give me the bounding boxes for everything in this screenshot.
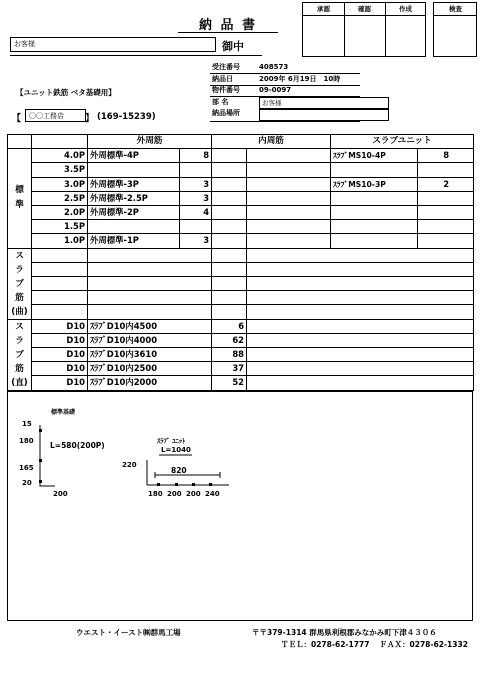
info-underline-1: [210, 73, 360, 74]
size-cell: 2.5P: [32, 191, 88, 205]
inspection-stamp: [433, 2, 477, 57]
dia-cell: D10: [32, 376, 88, 390]
customer-underline: [10, 55, 262, 56]
size-cell: 4.0P: [32, 149, 88, 163]
unit-qty-cell: [418, 220, 474, 234]
table-row: [8, 305, 474, 319]
diagram2-spacing-1: 180: [148, 490, 163, 498]
diagram1-dim-mid: 180: [19, 437, 34, 445]
order-no-label: 受注番号: [212, 63, 240, 71]
document-title: 納 品 書: [198, 18, 258, 33]
size-cell: 1.0P: [32, 234, 88, 248]
stamp-create-label: 作成: [399, 5, 412, 13]
unit-qty-cell: 8: [418, 149, 474, 163]
diagram2-spacing-3: 200: [186, 490, 201, 498]
slab-qty-cell: 52: [212, 376, 247, 390]
slab-qty-cell: 88: [212, 347, 247, 361]
footer-address: 〒〒379-1314 群馬県利根郡みなかみ町下津４３０６: [252, 628, 437, 637]
footer-phone: ＴＥＬ：0278-62-1777 ＦＡＸ：0278-62-1332: [281, 640, 468, 649]
table-header-row: [8, 135, 474, 149]
size-cell: 3.5P: [32, 163, 88, 177]
slab-name-cell: ｽﾗﾌﾞD10内3610: [88, 347, 212, 361]
site-code: (169-15239): [97, 112, 156, 122]
dept-value-box: [259, 97, 389, 109]
table-row: [8, 177, 474, 191]
size-cell: 2.0P: [32, 205, 88, 219]
slab-name-cell: ｽﾗﾌﾞD10内2500: [88, 362, 212, 376]
unit-name-cell: [331, 163, 418, 177]
table-row: [8, 276, 474, 290]
table-row: [8, 333, 474, 347]
group-label-slab-straight: ス ラ ブ 筋 (直): [8, 319, 32, 390]
info-underline-4: [210, 121, 360, 122]
outer-name-cell: 外周標準-2P: [88, 205, 180, 219]
table-row: [8, 347, 474, 361]
delivery-date-value: 2009年 6月19日 10時: [259, 74, 341, 83]
outer-qty-cell: [180, 163, 212, 177]
outer-qty-cell: 3: [180, 234, 212, 248]
outer-qty-cell: 4: [180, 205, 212, 219]
table-row: [8, 205, 474, 219]
header-inner: 内周筋: [212, 135, 331, 149]
unit-qty-cell: [418, 234, 474, 248]
outer-name-cell: 外周標準-3P: [88, 177, 180, 191]
dia-cell: D10: [32, 347, 88, 361]
outer-name-cell: [88, 163, 180, 177]
site-name-box: [25, 109, 86, 122]
slab-qty-cell: 37: [212, 362, 247, 376]
outer-qty-cell: [180, 220, 212, 234]
table-row: [8, 362, 474, 376]
group-label-slab-curve: ス ラ ブ 筋 (曲): [8, 248, 32, 319]
table-row: [8, 262, 474, 276]
diagram1-rebar-shape: [40, 425, 55, 486]
rebar-diagrams: [7, 391, 473, 621]
diagram2-spacing-2: 200: [167, 490, 182, 498]
table-row: [8, 234, 474, 248]
unit-name-cell: [331, 220, 418, 234]
site-open-bracket: 【: [12, 114, 22, 124]
unit-name-cell: ｽﾗﾌﾞMS10-4P: [331, 149, 418, 163]
header-outer: 外周筋: [88, 135, 212, 149]
header-slab-unit: スラブユニット: [331, 135, 474, 149]
table-row: [8, 248, 474, 262]
diagram2-rebar-shape: [147, 455, 229, 485]
table-row: [8, 319, 474, 333]
outer-qty-cell: 3: [180, 191, 212, 205]
info-values: [259, 62, 340, 97]
customer-name: お客様: [14, 40, 35, 48]
dept-label: 部 名: [212, 97, 229, 106]
unit-qty-cell: [418, 163, 474, 177]
outer-qty-cell: 3: [180, 177, 212, 191]
diagram1-dim-low: 165: [19, 464, 34, 472]
table-row: [8, 220, 474, 234]
outer-name-cell: 外周標準-4P: [88, 149, 180, 163]
order-no-value: 408573: [259, 63, 289, 71]
diagram2-width: 820: [171, 466, 187, 475]
dept-value: お客様: [262, 99, 282, 107]
delivery-table: [7, 134, 474, 391]
delivery-place-box: [259, 109, 389, 121]
customer-honorific: 御中: [222, 40, 244, 53]
project-no-value: 09-0097: [259, 86, 292, 94]
stamp-inspection-label: 検査: [449, 5, 462, 13]
diagram1-title: 標準基礎: [51, 409, 76, 416]
outer-name-cell: [88, 220, 180, 234]
approval-stamps: [302, 2, 426, 57]
product-label: 【ユニット鉄筋 ベタ基礎用】: [16, 88, 116, 97]
slab-name-cell: ｽﾗﾌﾞD10内2000: [88, 376, 212, 390]
size-cell: 1.5P: [32, 220, 88, 234]
table-row: [8, 376, 474, 390]
diagram1-length: L=580(200P): [50, 441, 105, 450]
diagram2-height: 220: [122, 461, 137, 469]
slab-name-cell: ｽﾗﾌﾞD10内4000: [88, 333, 212, 347]
group-label-standard: 標 準: [8, 149, 32, 248]
unit-name-cell: [331, 234, 418, 248]
slab-qty-cell: 6: [212, 319, 247, 333]
dia-cell: D10: [32, 333, 88, 347]
site-close-bracket: 】: [85, 114, 95, 124]
diagram1-base: 200: [53, 490, 68, 498]
outer-name-cell: 外周標準-1P: [88, 234, 180, 248]
unit-name-cell: [331, 191, 418, 205]
table-row: [8, 291, 474, 305]
delivery-date-label: 納品日: [212, 74, 233, 83]
diagram2-spacing-4: 240: [205, 490, 220, 498]
title-underline: [178, 32, 278, 33]
diagram2-title: ｽﾗﾌﾞ ﾕﾆｯﾄ: [157, 437, 186, 445]
site-name: 〇〇工務店: [29, 112, 64, 120]
diagram1-dim-top: 15: [22, 420, 32, 428]
unit-qty-cell: [418, 205, 474, 219]
unit-name-cell: [331, 205, 418, 219]
unit-qty-cell: 2: [418, 177, 474, 191]
info-block: [212, 62, 240, 120]
slab-qty-cell: 62: [212, 333, 247, 347]
unit-qty-cell: [418, 191, 474, 205]
slab-name-cell: ｽﾗﾌﾞD10内4500: [88, 319, 212, 333]
delivery-place-label: 納品場所: [212, 109, 240, 117]
outer-name-cell: 外周標準-2.5P: [88, 191, 180, 205]
project-no-label: 物件番号: [212, 86, 240, 94]
stamp-approve-label: 承認: [317, 5, 330, 13]
table-row: [8, 163, 474, 177]
diagram1-dim-bottom: 20: [22, 479, 32, 487]
outer-qty-cell: 8: [180, 149, 212, 163]
diagram2-length: L=1040: [161, 446, 191, 454]
table-row: [8, 191, 474, 205]
footer-company: ウエスト・イースト㈱群馬工場: [76, 628, 181, 637]
unit-name-cell: ｽﾗﾌﾞMS10-3P: [331, 177, 418, 191]
info-underline-2: [210, 85, 360, 86]
dia-cell: D10: [32, 362, 88, 376]
customer-box: [10, 37, 216, 52]
stamp-check-label: 確認: [358, 5, 371, 13]
dia-cell: D10: [32, 319, 88, 333]
size-cell: 3.0P: [32, 177, 88, 191]
table-row: [8, 149, 474, 163]
